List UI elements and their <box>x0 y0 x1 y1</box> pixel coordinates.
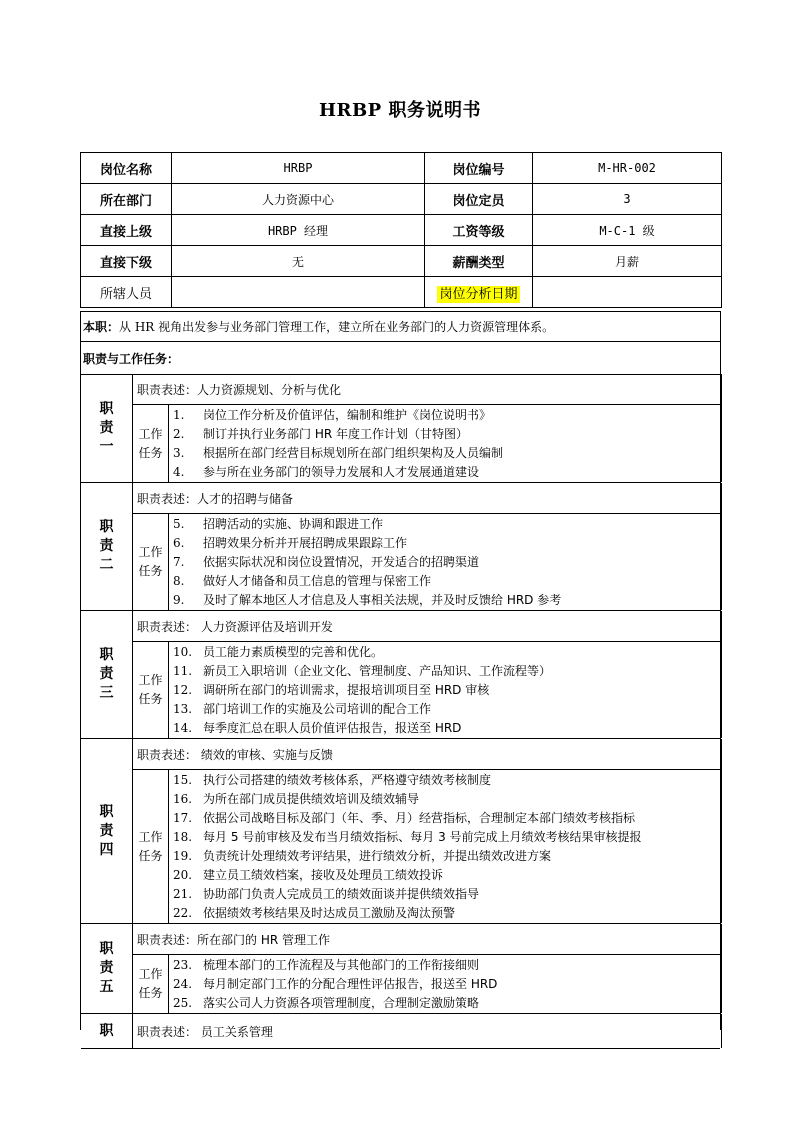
headcount-label: 岗位定员 <box>425 184 533 215</box>
supervisor-value: HRBP 经理 <box>172 215 425 246</box>
subordinate-value: 无 <box>172 246 425 277</box>
analysis-date-cell <box>425 277 533 308</box>
task-item: 15. 执行公司搭建的绩效考核体系，严格遵守绩效考核制度 <box>173 773 492 787</box>
salary-grade-label: 工资等级 <box>425 215 533 246</box>
task-item: 4. 参与所在业务部门的领导力发展和人才发展通道建设 <box>173 465 480 479</box>
pay-type-label: 薪酬类型 <box>425 246 533 277</box>
task-list <box>169 514 722 610</box>
analysis-date-value <box>533 277 722 308</box>
subordinate-label: 直接下级 <box>81 246 172 277</box>
pay-type-value: 月薪 <box>533 246 722 277</box>
task-item: 9. 及时了解本地区人才信息及人事相关法规，并及时反馈给 HRD 参考 <box>173 593 562 607</box>
task-item: 2. 制订并执行业务部门 HR 年度工作计划（甘特图） <box>173 427 468 441</box>
duty-header: 职责一 <box>81 374 133 482</box>
department-label: 所在部门 <box>81 184 172 215</box>
task-list <box>169 405 722 482</box>
info-row <box>81 246 722 277</box>
duty-description: 职责表述： 绩效的审核、实施与反馈 <box>133 739 722 770</box>
duty-header: 职 <box>81 1014 133 1048</box>
task-item: 18. 每月 5 号前审核及发布当月绩效指标、每月 3 号前完成上月绩效考核结果审核提报 <box>173 830 642 844</box>
duty-description: 职责表述：所在部门的 HR 管理工作 <box>133 924 722 955</box>
duty-description: 职责表述： 人力资源评估及培训开发 <box>133 611 722 642</box>
duty-block <box>81 611 720 739</box>
task-item: 20. 建立员工绩效档案，接收及处理员工绩效投诉 <box>173 868 444 882</box>
position-code-value: M-HR-002 <box>533 153 722 184</box>
duty-block <box>81 374 720 483</box>
info-row <box>81 153 722 184</box>
task-item: 23. 梳理本部门的工作流程及与其他部门的工作衔接细则 <box>173 958 480 972</box>
task-item: 22. 依据绩效考核结果及时达成员工激励及淘汰预警 <box>173 906 456 920</box>
task-item: 10. 员工能力素质模型的完善和优化。 <box>173 645 384 659</box>
task-item: 17. 依据公司战略目标及部门（年、季、月）经营指标，合理制定本部门绩效考核指标 <box>173 811 636 825</box>
mission-label: 本职： <box>83 320 120 334</box>
duties-heading-row <box>80 341 721 375</box>
task-list <box>169 770 722 923</box>
task-item: 3. 根据所在部门经营目标规划所在部门组织架构及人员编制 <box>173 446 504 460</box>
mission-row <box>80 311 721 342</box>
work-task-label: 工作任务 <box>133 514 169 610</box>
task-item: 12. 调研所在部门的培训需求，提报培训项目至 HRD 审核 <box>173 683 490 697</box>
staff-label: 所辖人员 <box>81 277 172 308</box>
task-item: 11. 新员工入职培训（企业文化、管理制度、产品知识、工作流程等） <box>173 664 552 678</box>
page-title: HRBP 职务说明书 <box>319 100 481 121</box>
duty-block <box>81 924 720 1014</box>
duties-heading: 职责与工作任务： <box>83 351 180 366</box>
info-row <box>81 277 722 308</box>
task-item: 19. 负责统计处理绩效考评结果，进行绩效分析，并提出绩效改进方案 <box>173 849 552 863</box>
task-list <box>169 955 722 1013</box>
duty-block <box>81 739 720 924</box>
position-name-label: 岗位名称 <box>81 153 172 184</box>
position-name-value: HRBP <box>172 153 425 184</box>
duty-header: 职责二 <box>81 483 133 610</box>
task-item: 25. 落实公司人力资源各项管理制度，合理制定激励策略 <box>173 996 480 1010</box>
task-item: 13. 部门培训工作的实施及公司培训的配合工作 <box>173 702 432 716</box>
task-item: 8. 做好人才储备和员工信息的管理与保密工作 <box>173 574 432 588</box>
department-value: 人力资源中心 <box>172 184 425 215</box>
duties-section <box>80 374 721 1039</box>
task-item: 16. 为所在部门成员提供绩效培训及绩效辅导 <box>173 792 420 806</box>
duty-description: 职责表述：人才的招聘与储备 <box>133 483 722 514</box>
position-code-label: 岗位编号 <box>425 153 533 184</box>
task-item: 7. 依据实际状况和岗位设置情况，开发适合的招聘渠道 <box>173 555 480 569</box>
task-list <box>169 642 722 738</box>
headcount-value: 3 <box>533 184 722 215</box>
work-task-label: 工作任务 <box>133 770 169 923</box>
task-item: 24. 每月制定部门工作的分配合理性评估报告，报送至 HRD <box>173 977 498 991</box>
task-item: 14. 每季度汇总在职人员价值评估报告，报送至 HRD <box>173 721 462 735</box>
duty-header: 职责五 <box>81 924 133 1013</box>
work-task-label: 工作任务 <box>133 955 169 1013</box>
duty-block-partial <box>81 1014 720 1049</box>
work-task-label: 工作任务 <box>133 405 169 482</box>
task-item: 6. 招聘效果分析并开展招聘成果跟踪工作 <box>173 536 408 550</box>
duty-description: 职责表述： 员工关系管理 <box>133 1014 722 1048</box>
info-row <box>81 184 722 215</box>
analysis-date-label: 岗位分析日期 <box>439 286 518 302</box>
info-row <box>81 215 722 246</box>
duty-description: 职责表述：人力资源规划、分析与优化 <box>133 374 722 405</box>
duty-header: 职责四 <box>81 739 133 923</box>
task-item: 1. 岗位工作分析及价值评估，编制和维护《岗位说明书》 <box>173 408 492 422</box>
work-task-label: 工作任务 <box>133 642 169 738</box>
task-item: 21. 协助部门负责人完成员工的绩效面谈并提供绩效指导 <box>173 887 480 901</box>
duty-header: 职责三 <box>81 611 133 738</box>
task-item: 5. 招聘活动的实施、协调和跟进工作 <box>173 517 384 531</box>
salary-grade-value: M-C-1 级 <box>533 215 722 246</box>
position-info-table <box>80 152 722 308</box>
duty-block <box>81 483 720 611</box>
supervisor-label: 直接上级 <box>81 215 172 246</box>
staff-value <box>172 277 425 308</box>
mission-text: 从 HR 视角出发参与业务部门管理工作，建立所在业务部门的人力资源管理体系。 <box>119 320 555 334</box>
